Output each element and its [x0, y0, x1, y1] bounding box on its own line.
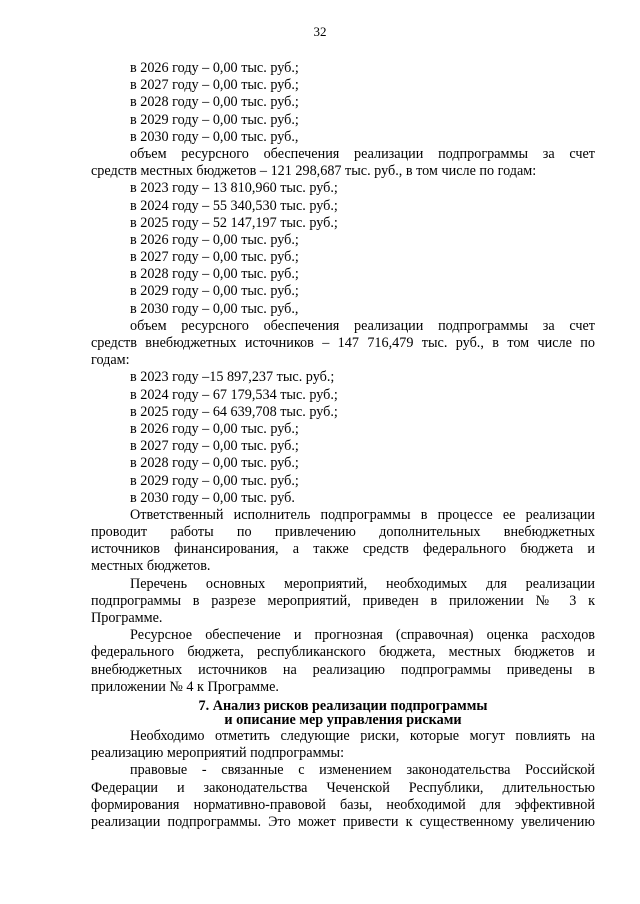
- paragraph-first-line: Необходимо отметить следующие риски, которые могут повлиять на: [130, 727, 595, 744]
- paragraph-first-line: Ресурсное обеспечение и прогнозная (справочная) оценка расходов: [130, 627, 595, 644]
- section-heading: и описание мер управления рисками: [224, 712, 462, 729]
- list-line: в 2025 году – 52 147,197 тыс. руб.;: [130, 214, 338, 231]
- list-line: в 2029 году – 0,00 тыс. руб.;: [130, 472, 299, 489]
- list-line: в 2027 году – 0,00 тыс. руб.;: [130, 438, 299, 455]
- text-line: годам:: [91, 352, 130, 369]
- text-line: средств местных бюджетов – 121 298,687 тыс. руб., в том числе по годам:: [91, 163, 537, 180]
- paragraph-line: реализации подпрограммы. Это может привести к существенному увеличению: [91, 813, 595, 830]
- list-line: в 2028 году – 0,00 тыс. руб.;: [130, 266, 299, 283]
- paragraph-line: средств внебюджетных источников – 147 716,479 тыс. руб., в том числе по: [91, 335, 595, 351]
- paragraph-first-line: правовые - связанные с изменением законодательства Российской: [130, 762, 595, 779]
- list-line: в 2027 году – 0,00 тыс. руб.;: [130, 77, 299, 94]
- page-number: 32: [313, 24, 327, 39]
- list-line: в 2026 году – 0,00 тыс. руб.;: [130, 60, 299, 76]
- paragraph-line: внебюджетных источников на реализацию подпрограммы приведены в: [91, 661, 595, 678]
- list-line: в 2030 году – 0,00 тыс. руб.,: [130, 300, 299, 317]
- list-line: в 2024 году – 67 179,534 тыс. руб.;: [130, 386, 338, 403]
- text-line: реализацию мероприятий подпрограммы:: [91, 745, 345, 762]
- paragraph-line: Федерации и законодательства Чеченской Республики, длительностью: [91, 779, 595, 796]
- paragraph-first-line: объем ресурсного обеспечения реализации подпрограммы за счет: [130, 317, 595, 334]
- list-line: в 2023 году – 13 810,960 тыс. руб.;: [130, 180, 338, 197]
- paragraph-first-line: Перечень основных мероприятий, необходимых для реализации: [130, 575, 595, 592]
- paragraph-line: формирования нормативно-правовой базы, необходимой для эффективной: [91, 796, 595, 813]
- list-line: в 2029 году – 0,00 тыс. руб.;: [130, 111, 299, 128]
- text-line: приложении № 4 к Программе.: [91, 678, 279, 695]
- list-line: в 2030 году – 0,00 тыс. руб.,: [130, 128, 299, 145]
- paragraph-line: федерального бюджета, республиканского бюджета, местных бюджетов и: [91, 644, 595, 661]
- list-line: в 2024 году – 55 340,530 тыс. руб.;: [130, 197, 338, 214]
- section-heading: 7. Анализ рисков реализации подпрограммы: [198, 697, 488, 714]
- paragraph-line: проводит работы по привлечению дополнительных внебюджетных: [91, 524, 595, 541]
- list-line: в 2030 году – 0,00 тыс. руб.: [130, 489, 295, 506]
- paragraph-line: подпрограммы в разрезе мероприятий, приведен в приложении № 3 к: [91, 592, 595, 609]
- list-line: в 2027 году – 0,00 тыс. руб.;: [130, 249, 299, 266]
- list-line: в 2025 году – 64 639,708 тыс. руб.;: [130, 403, 338, 420]
- text-line: местных бюджетов.: [91, 558, 211, 575]
- list-line: в 2026 году – 0,00 тыс. руб.;: [130, 420, 299, 437]
- list-line: в 2029 году – 0,00 тыс. руб.;: [130, 283, 299, 300]
- list-line: в 2026 году – 0,00 тыс. руб.;: [130, 231, 299, 248]
- paragraph-first-line: объем ресурсного обеспечения реализации подпрограммы за счет: [130, 145, 595, 162]
- document-body: [91, 60, 595, 831]
- list-line: в 2023 году –15 897,237 тыс. руб.;: [130, 369, 335, 386]
- paragraph-first-line: Ответственный исполнитель подпрограммы в процессе ее реализации: [130, 506, 595, 523]
- list-line: в 2028 году – 0,00 тыс. руб.;: [130, 94, 299, 111]
- list-line: в 2028 году – 0,00 тыс. руб.;: [130, 455, 299, 472]
- paragraph-line: источников финансирования, а также средств федерального бюджета и: [91, 541, 595, 558]
- text-line: Программе.: [91, 610, 163, 626]
